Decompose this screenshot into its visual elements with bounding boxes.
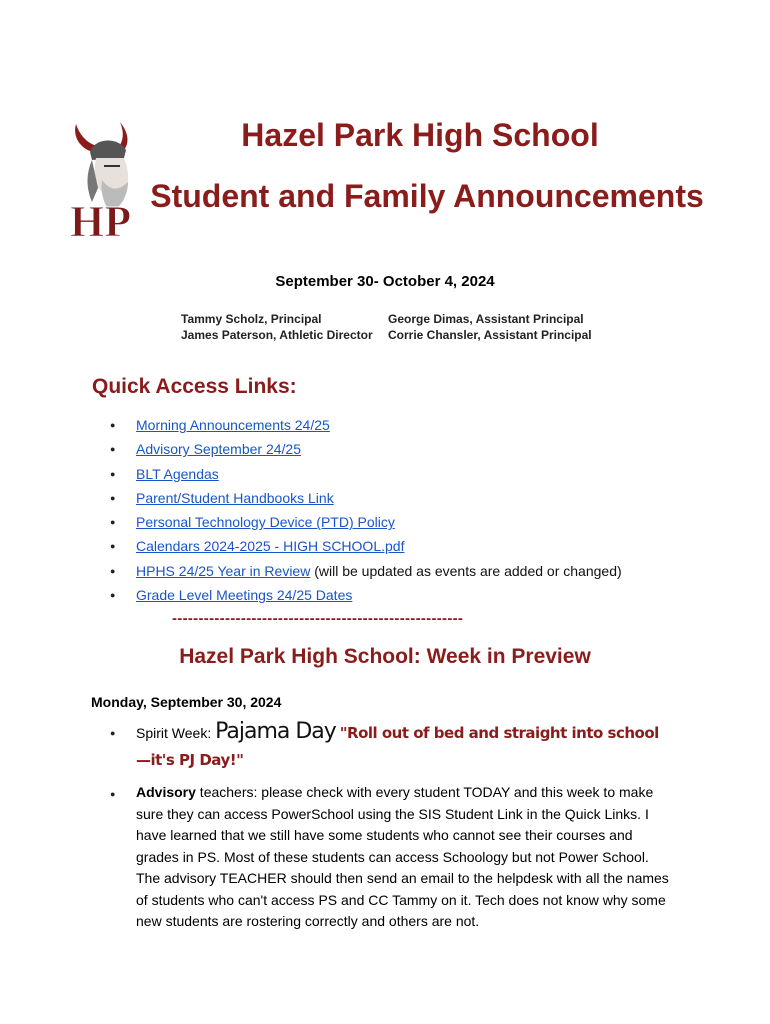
link-morning-announcements[interactable]: Morning Announcements 24/25 xyxy=(136,417,330,433)
list-item xyxy=(110,413,622,437)
advisory-text: teachers: please check with every student TODAY and this week to make sure they can access PowerSchool using the SIS Student Link in the Quick Links. I have learned that we still have some students who cannot see their courses and grades in PS. Most of these students can access Schoology but not Power School. The advisory TEACHER should then send an email to the helpdesk with all the names of students who can't access PS and CC Tammy on it. Tech does not know why some new students are rostering correctly and others are not. xyxy=(136,784,669,929)
link-year-in-review[interactable]: HPHS 24/25 Year in Review xyxy=(136,562,311,579)
advisory-label: Advisory xyxy=(136,784,196,800)
staff-list-left xyxy=(181,311,373,343)
quick-access-links xyxy=(110,413,622,607)
quick-access-heading: Quick Access Links: xyxy=(92,375,297,398)
list-item xyxy=(110,534,622,558)
list-item xyxy=(110,583,622,607)
link-grade-level-meetings[interactable]: Grade Level Meetings 24/25 Dates xyxy=(136,587,353,604)
link-advisory-september[interactable]: Advisory September 24/25 xyxy=(136,441,301,458)
link-ptd-policy[interactable]: Personal Technology Device (PTD) Policy xyxy=(136,514,395,531)
staff-assistant-principal-1: George Dimas, Assistant Principal xyxy=(388,312,584,326)
section-divider: ------------------------------------------------------- xyxy=(172,610,464,627)
monday-items xyxy=(110,718,670,933)
list-item xyxy=(110,510,622,534)
spirit-week-label: Spirit Week: xyxy=(136,725,216,741)
school-name: Hazel Park High School xyxy=(241,117,599,153)
list-item xyxy=(110,462,622,486)
spirit-week-quote: "Roll out of bed and straight into school—it's PJ Day!" xyxy=(136,724,659,769)
spirit-week-theme: Pajama Day xyxy=(215,719,336,744)
logo-text: HP xyxy=(70,197,132,242)
list-item xyxy=(110,437,622,461)
staff-principal: Tammy Scholz, Principal xyxy=(181,312,322,326)
list-item xyxy=(110,559,622,583)
date-range: September 30- October 4, 2024 xyxy=(275,273,495,290)
staff-athletic-director: James Paterson, Athletic Director xyxy=(181,328,373,342)
year-in-review-note: (will be updated as events are added or changed) xyxy=(310,562,622,579)
list-item-spirit-week xyxy=(110,718,670,774)
list-item-advisory xyxy=(110,782,670,933)
link-blt-agendas[interactable]: BLT Agendas xyxy=(136,465,219,482)
staff-assistant-principal-2: Corrie Chansler, Assistant Principal xyxy=(388,328,592,342)
doc-title: Student and Family Announcements xyxy=(150,178,704,214)
staff-list-right xyxy=(388,311,592,343)
link-calendars-pdf[interactable]: Calendars 2024-2025 - HIGH SCHOOL.pdf xyxy=(136,538,405,555)
list-item xyxy=(110,486,622,510)
week-preview-heading: Hazel Park High School: Week in Preview xyxy=(179,645,591,668)
link-handbooks[interactable]: Parent/Student Handbooks Link xyxy=(136,489,334,506)
monday-heading: Monday, September 30, 2024 xyxy=(91,694,282,710)
